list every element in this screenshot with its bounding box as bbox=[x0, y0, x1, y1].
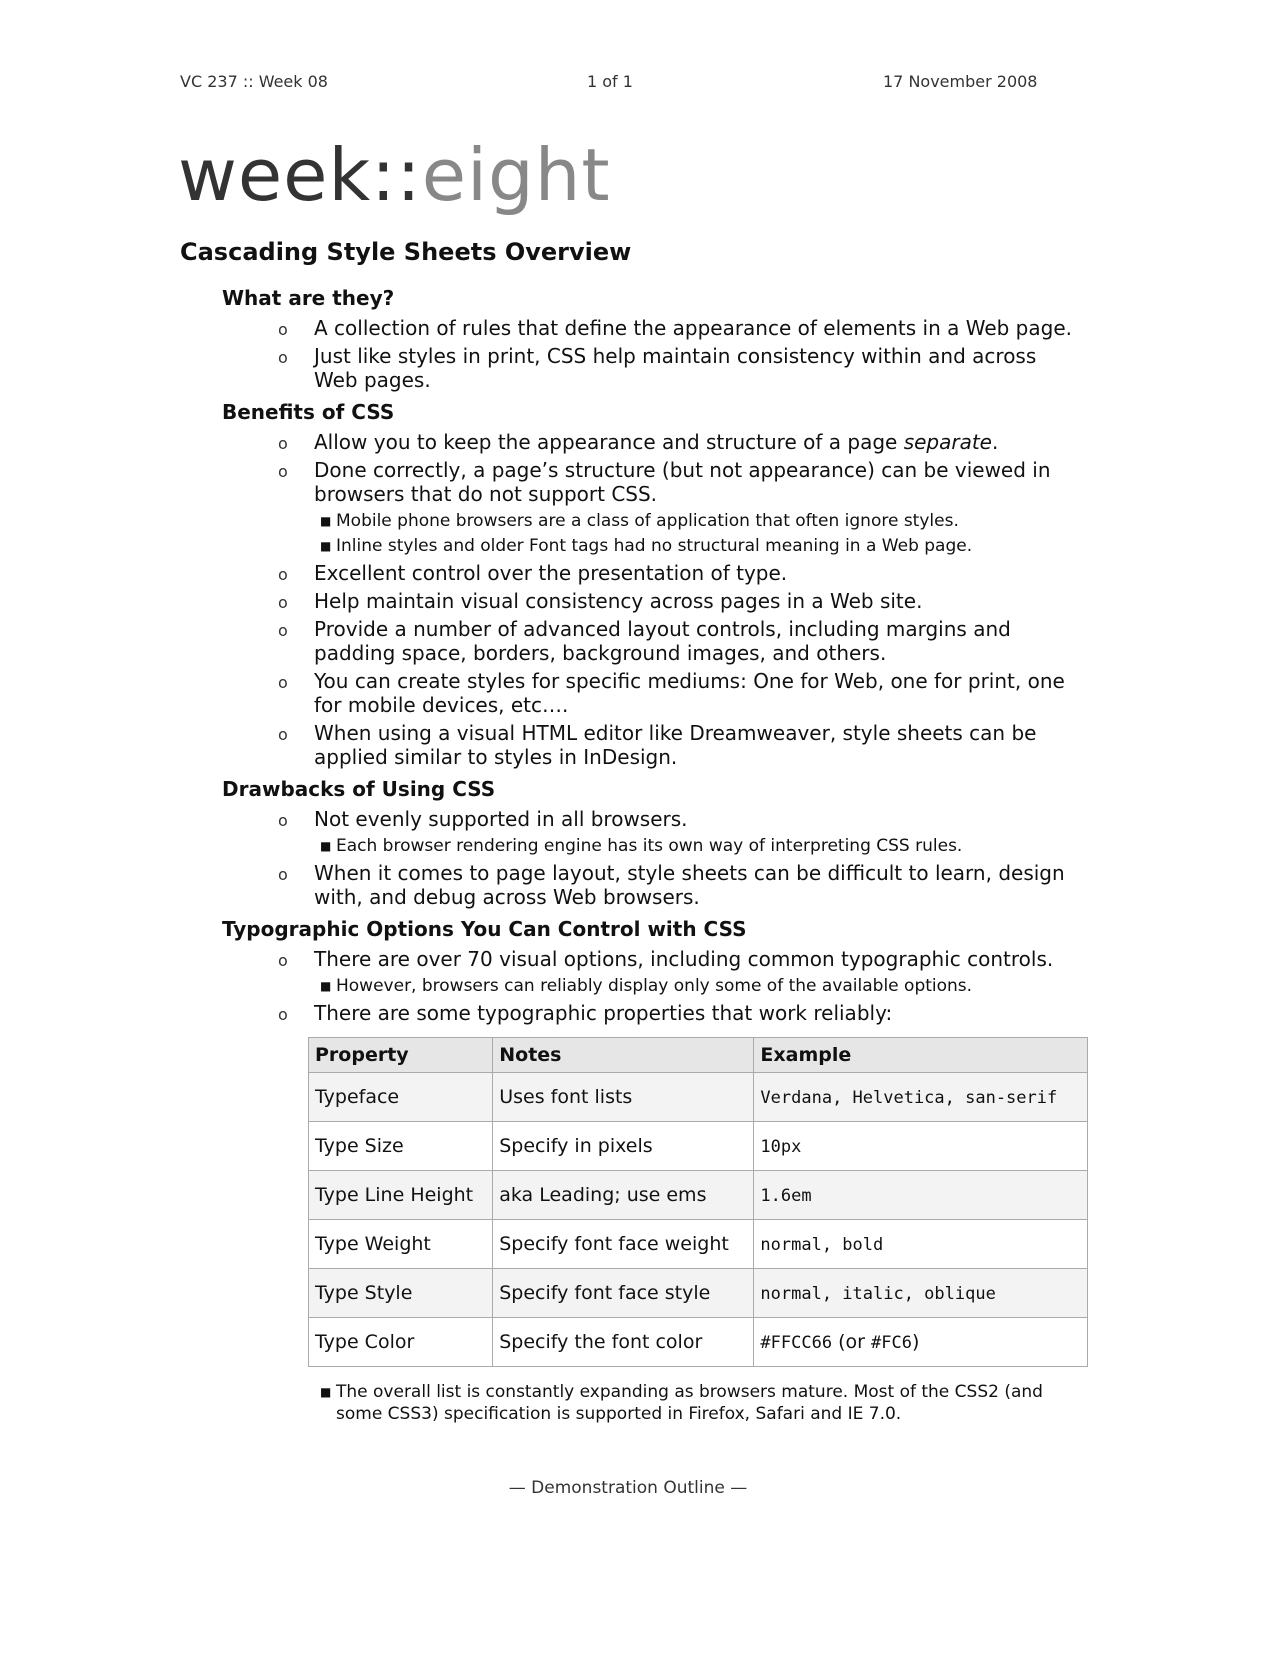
list-item bbox=[222, 561, 1082, 585]
list-item bbox=[222, 316, 1082, 340]
example-text: (or bbox=[832, 1331, 872, 1353]
list-item-text: Done correctly, a page’s structure (but not appearance) can be viewed in browsers that do not support CSS. bbox=[314, 458, 1051, 506]
example-text: ) bbox=[911, 1331, 920, 1353]
list-item-text: You can create styles for specific mediums: One for Web, one for print, one for mobile devices, etc…. bbox=[314, 669, 1065, 717]
sub-list-item bbox=[222, 835, 1056, 857]
circle-bullet-icon: o bbox=[278, 320, 288, 339]
table-row bbox=[309, 1171, 1088, 1220]
table-row bbox=[309, 1318, 1088, 1367]
table-note-text: The overall list is constantly expanding as browsers mature. Most of the CSS2 (and some CSS3) specification is supported in Firefox, Safari and IE 7.0. bbox=[336, 1382, 1043, 1424]
circle-bullet-icon: o bbox=[278, 951, 288, 970]
emphasis-text: separate bbox=[903, 430, 992, 454]
title-part-eight: eight bbox=[421, 133, 611, 217]
subsection-heading: What are they? bbox=[222, 286, 395, 310]
list-item-text: Not evenly supported in all browsers. bbox=[314, 807, 688, 831]
notes-cell: aka Leading; use ems bbox=[493, 1171, 754, 1220]
notes-cell: Specify the font color bbox=[493, 1318, 754, 1367]
example-text: 1.6em bbox=[760, 1186, 812, 1206]
list-item bbox=[222, 589, 1082, 613]
header-course: VC 237 :: Week 08 bbox=[180, 72, 328, 91]
list-item bbox=[222, 1001, 1082, 1025]
example-text: Verdana, Helvetica, san-serif bbox=[760, 1088, 1058, 1108]
outline-content bbox=[222, 278, 1102, 1428]
subsection-heading: Benefits of CSS bbox=[222, 400, 395, 424]
list-item-text: Just like styles in print, CSS help maintain consistency within and across Web pages. bbox=[314, 344, 1037, 392]
property-cell: Type Color bbox=[309, 1318, 493, 1367]
circle-bullet-icon: o bbox=[278, 1005, 288, 1024]
column-header: Example bbox=[754, 1038, 1088, 1073]
notes-cell: Uses font lists bbox=[493, 1073, 754, 1122]
table-row bbox=[309, 1220, 1088, 1269]
list-item bbox=[222, 669, 1082, 717]
example-cell bbox=[754, 1318, 1088, 1367]
circle-bullet-icon: o bbox=[278, 593, 288, 612]
list-item-text: A collection of rules that define the appearance of elements in a Web page. bbox=[314, 316, 1072, 340]
example-text: 10px bbox=[760, 1137, 802, 1157]
list-item-text: When it comes to page layout, style sheets can be difficult to learn, design with, and debug across Web browsers. bbox=[314, 861, 1065, 909]
notes-cell: Specify in pixels bbox=[493, 1122, 754, 1171]
square-bullet-icon: ■ bbox=[320, 1385, 332, 1399]
list-item-text: Allow you to keep the appearance and structure of a page bbox=[314, 430, 904, 454]
example-cell bbox=[754, 1220, 1088, 1269]
list-item bbox=[222, 458, 1082, 506]
title-part-week: week:: bbox=[178, 133, 422, 217]
list-item bbox=[222, 721, 1082, 769]
list-item-text: There are over 70 visual options, including common typographic controls. bbox=[314, 947, 1054, 971]
sub-list-item bbox=[222, 975, 1056, 997]
property-cell: Type Weight bbox=[309, 1220, 493, 1269]
example-cell bbox=[754, 1073, 1088, 1122]
sub-list-item-text: Mobile phone browsers are a class of application that often ignore styles. bbox=[336, 511, 959, 531]
list-item bbox=[222, 344, 1082, 392]
table-row bbox=[309, 1073, 1088, 1122]
property-cell: Type Line Height bbox=[309, 1171, 493, 1220]
table-note bbox=[222, 1381, 1056, 1425]
list-item bbox=[222, 861, 1082, 909]
table-row bbox=[309, 1122, 1088, 1171]
circle-bullet-icon: o bbox=[278, 348, 288, 367]
list-item-text: Excellent control over the presentation of type. bbox=[314, 561, 788, 585]
circle-bullet-icon: o bbox=[278, 462, 288, 481]
list-item-text: Provide a number of advanced layout controls, including margins and padding space, borders, background images, and others. bbox=[314, 617, 1011, 665]
circle-bullet-icon: o bbox=[278, 565, 288, 584]
subsection-heading: Typographic Options You Can Control with CSS bbox=[222, 917, 747, 941]
square-bullet-icon: ■ bbox=[320, 979, 332, 993]
list-item bbox=[222, 807, 1082, 831]
list-item-text-end: . bbox=[992, 430, 999, 454]
page-title bbox=[178, 130, 611, 220]
circle-bullet-icon: o bbox=[278, 865, 288, 884]
example-text: #FFCC66 bbox=[760, 1333, 833, 1353]
typography-table bbox=[308, 1037, 1088, 1367]
sub-list-item-text: However, browsers can reliably display only some of the available options. bbox=[336, 976, 973, 996]
square-bullet-icon: ■ bbox=[320, 539, 332, 553]
example-text: #FC6 bbox=[871, 1333, 912, 1353]
example-text: normal, italic, oblique bbox=[760, 1284, 996, 1304]
column-header: Notes bbox=[493, 1038, 754, 1073]
example-cell bbox=[754, 1171, 1088, 1220]
notes-cell: Specify font face style bbox=[493, 1269, 754, 1318]
header-date: 17 November 2008 bbox=[883, 72, 1038, 91]
table-header-row bbox=[309, 1038, 1088, 1073]
notes-cell: Specify font face weight bbox=[493, 1220, 754, 1269]
square-bullet-icon: ■ bbox=[320, 514, 332, 528]
subsection-heading: Drawbacks of Using CSS bbox=[222, 777, 496, 801]
list-item bbox=[222, 617, 1082, 665]
example-cell bbox=[754, 1122, 1088, 1171]
sub-list-item bbox=[222, 510, 1056, 532]
list-item-text: When using a visual HTML editor like Dreamweaver, style sheets can be applied similar to styles in InDesign. bbox=[314, 721, 1037, 769]
list-item bbox=[222, 947, 1082, 971]
example-cell bbox=[754, 1269, 1088, 1318]
circle-bullet-icon: o bbox=[278, 673, 288, 692]
circle-bullet-icon: o bbox=[278, 621, 288, 640]
property-cell: Typeface bbox=[309, 1073, 493, 1122]
sub-list-item-text: Inline styles and older Font tags had no structural meaning in a Web page. bbox=[336, 536, 973, 556]
circle-bullet-icon: o bbox=[278, 725, 288, 744]
list-item bbox=[222, 430, 1082, 454]
footer: — Demonstration Outline — bbox=[508, 1478, 748, 1498]
section-heading: Cascading Style Sheets Overview bbox=[180, 238, 632, 266]
column-header: Property bbox=[309, 1038, 493, 1073]
list-item-text: Help maintain visual consistency across pages in a Web site. bbox=[314, 589, 923, 613]
square-bullet-icon: ■ bbox=[320, 839, 332, 853]
example-text: normal, bold bbox=[760, 1235, 884, 1255]
header-page-number: 1 of 1 bbox=[587, 72, 633, 91]
property-cell: Type Size bbox=[309, 1122, 493, 1171]
circle-bullet-icon: o bbox=[278, 434, 288, 453]
circle-bullet-icon: o bbox=[278, 811, 288, 830]
list-item-text: There are some typographic properties that work reliably: bbox=[314, 1001, 893, 1025]
table-row bbox=[309, 1269, 1088, 1318]
sub-list-item-text: Each browser rendering engine has its own way of interpreting CSS rules. bbox=[336, 836, 963, 856]
sub-list-item bbox=[222, 535, 1056, 557]
property-cell: Type Style bbox=[309, 1269, 493, 1318]
